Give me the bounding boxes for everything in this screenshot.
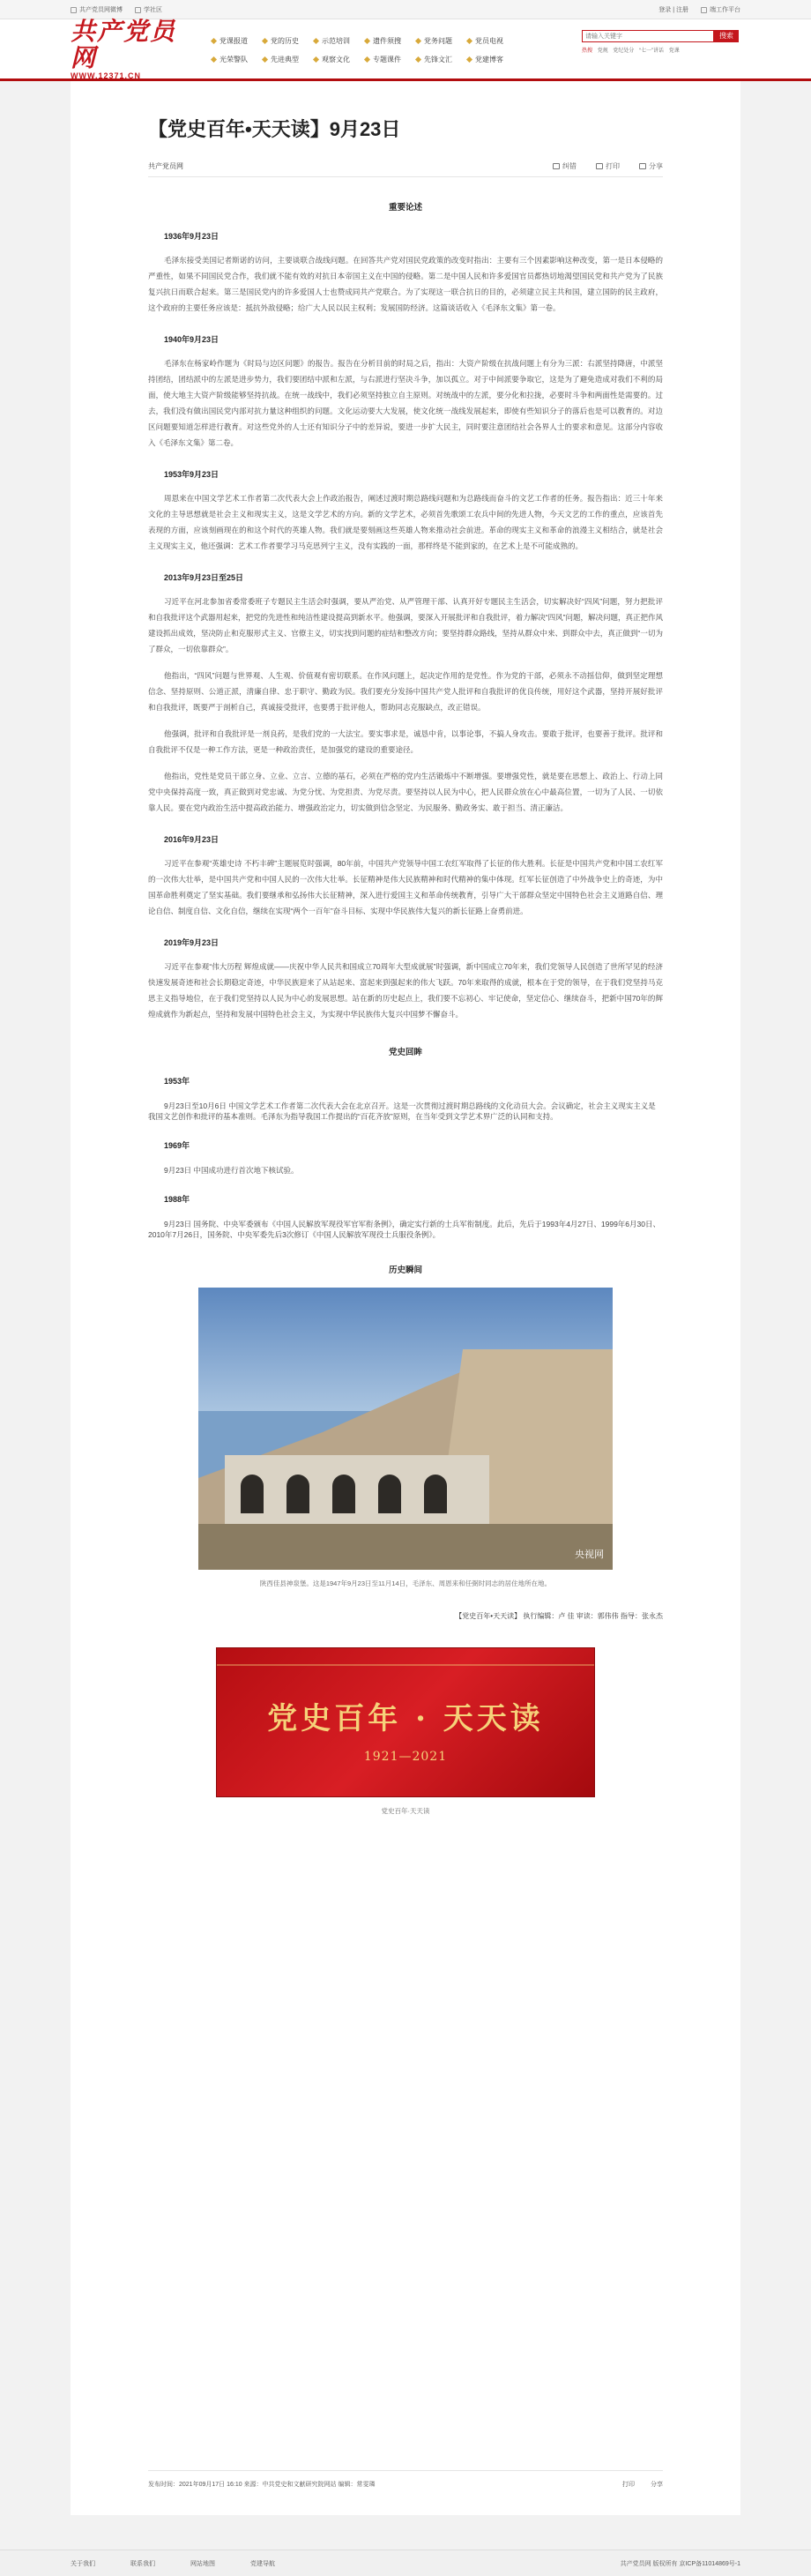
article-credits: 【党史百年•天天读】 执行编辑：卢 佳 审读：郭伟伟 指导：张永杰 (455, 1612, 663, 1620)
site-header (0, 16, 811, 81)
login-link[interactable]: 登录 | 注册 (658, 7, 688, 13)
search-area (582, 30, 740, 54)
photo-arch (378, 1475, 401, 1513)
entry-paragraph: 9月23日 中国成功进行首次地下核试验。 (164, 1166, 299, 1175)
article-meta (148, 161, 663, 177)
nav-item[interactable]: 党务问题 (416, 36, 467, 46)
entry-paragraph: 习近平在河北参加省委常委班子专题民主生活会时强调，要从严治党、从严管理干部、认真开好专题民主生活会，切实解决好“四风”问题，努力把批评和自我批评这个武器用起来，把党的先进性和纯洁性建设提高到新水平。他强调，要深入开展批评和自我批评，着力解决“四风”问题，解决问题，真正把作风建设抓出成效，坚决防止和克服形式主义、官僚主义，切实找到问题的症结和整改方向；要坚持群众路线，坚持从群众中来、到群众中去，真正做到“一切为了群众，一切依靠群众”。 (148, 597, 663, 653)
entry-date: 2019年9月23日 (164, 938, 219, 947)
banner-years: 1921—2021 (363, 1750, 448, 1764)
entry-date: 1940年9月23日 (164, 335, 219, 344)
mobile-link[interactable]: 端工作平台 (701, 5, 740, 14)
entry-date: 1936年9月23日 (164, 232, 219, 241)
history-photo (198, 1288, 613, 1570)
series-banner (216, 1647, 595, 1797)
entry-date: 1953年9月23日 (164, 470, 219, 479)
entry-paragraph: 习近平在参观“伟大历程 辉煌成就——庆祝中华人民共和国成立70周年大型成就展”时强调，新中国成立70年来，我们党领导人民创造了世所罕见的经济快速发展奇迹和社会长期稳定奇迹，中华民族迎来了从站起来、富起来到强起来的伟大飞跃。70年来取得的成就，根本在于党的领导，在于我们党坚持马克思主义指导地位，在于我们党坚持以人民为中心的发展思想。站在新的历史起点上，我们要不忘初心、牢记使命，坚定信心、继续奋斗，把新中国70年的辉煌成就作为新起点，坚持和发展中国特色社会主义，为实现中华民族伟大复兴中国梦不懈奋斗。 (148, 962, 663, 1019)
entry-paragraph: 9月23日 国务院、中央军委颁布《中国人民解放军现役军官军衔条例》，确定实行新的士兵军衔制度。此后，先后于1993年4月27日、1999年6月30日、2010年7月26日，国务院、中央军委先后3次修订《中国人民解放军现役士兵服役条例》。 (148, 1220, 660, 1239)
copyright: 共产党员网 版权所有 京ICP备11014869号-1 (620, 2561, 740, 2567)
community-link[interactable]: 学社区 (135, 5, 162, 14)
entry-paragraph: 他指出，党性是党员干部立身、立业、立言、立德的基石，必须在严格的党内生活锻炼中不断增强。要增强党性，就是要在思想上、政治上、行动上同党中央保持高度一致，真正做到对党忠诚、为党分忧、为党担责、为党尽责。要坚持以人民为中心，把人民群众放在心中最高位置，一切为了人民、一切依靠人民。要在党内政治生活中提高政治能力、增强政治定力，切实做到信念坚定、为民服务、勤政务实、敢于担当、清正廉洁。 (148, 772, 663, 812)
hot-item[interactable]: 党规 (597, 49, 608, 54)
photo-watermark: 央视网 (575, 1549, 604, 1560)
mobile-icon (701, 7, 707, 13)
article-footer-meta (148, 2470, 663, 2489)
hot-item[interactable]: 党课 (668, 49, 680, 54)
main-nav (212, 36, 518, 64)
photo-arch (241, 1475, 264, 1513)
nav-item[interactable]: 专题课件 (365, 55, 416, 64)
entry-paragraph: 他指出，“四风”问题与世界观、人生观、价值观有密切联系。在作风问题上，起决定作用的是党性。作为党的干部，必须永不动摇信仰，做到坚定理想信念、坚持原则、公道正派，清廉自律、忠于职守、勤政为民。我们要充分发扬中国共产党人批评和自我批评的优良传统，用好这个武器，坚持开展好批评和自我批评，既要严于剖析自己，真诚接受批评，也要勇于批评他人，帮助同志克服缺点，改正错误。 (148, 671, 663, 712)
footer-link-nav[interactable]: 党建导航 (250, 2561, 275, 2567)
entry-date: 1969年 (164, 1141, 190, 1150)
weibo-link[interactable]: 共产党员网微博 (71, 5, 123, 14)
hot-item[interactable]: 党纪处分 (613, 49, 635, 54)
hot-label: 热搜 (582, 49, 593, 54)
share-icon (639, 163, 646, 169)
banner-ornament (217, 1664, 594, 1666)
photo-arch (332, 1475, 355, 1513)
search-input[interactable] (582, 30, 714, 42)
correct-button[interactable]: 纠错 (553, 161, 577, 171)
nav-item[interactable]: 光荣警队 (212, 55, 263, 64)
entry-paragraph: 9月23日至10月6日 中国文学艺术工作者第二次代表大会在北京召开。这是一次贯彻过渡时期总路线的文化动员大会。会议确定，社会主义现实主义是我国文艺创作和批评的基本准则。毛泽东为指导我国工作提出的“百花齐放”原则，在当年受到文学艺术界广泛的认同和支持。 (148, 1101, 656, 1121)
entry-date: 1988年 (164, 1195, 190, 1204)
nav-item[interactable]: 遗件须搜 (365, 36, 416, 46)
footer-link-contact[interactable]: 联系我们 (130, 2561, 155, 2567)
article-container (71, 81, 740, 2515)
photo-arch (286, 1475, 309, 1513)
site-logo[interactable] (71, 16, 194, 80)
site-footer (0, 2550, 811, 2576)
footer-share-button[interactable]: 分享 (651, 2482, 663, 2488)
section-heading: 重要论述 (388, 203, 422, 213)
publish-info: 发布时间：2021年09月17日 16:10 来源：中共党史和文献研究院网站 编辑：常雯璘 (148, 2482, 376, 2488)
nav-item[interactable]: 党员电视 (467, 36, 518, 46)
article-body (148, 200, 663, 1240)
nav-item[interactable]: 先进典型 (263, 55, 314, 64)
share-button[interactable]: 分享 (639, 161, 663, 171)
nav-item[interactable]: 示范培训 (314, 36, 365, 46)
nav-item[interactable]: 先锋文汇 (416, 55, 467, 64)
entry-paragraph: 他强调，批评和自我批评是一剂良药，是我们党的一大法宝。要实事求是，诚恳中肯，以事论事，不搞人身攻击。要敢于批评，也要善于批评。批评和自我批评不仅是一种工作方法，更是一种政治责任，是加强党的建设的重要途径。 (148, 729, 663, 754)
entry-date: 2016年9月23日 (164, 835, 219, 844)
entry-paragraph: 毛泽东接受美国记者斯诺的访问，主要谈联合战线问题。在回答共产党对国民党政策的改变时指出：主要有三个因素影响这种改变，第一是日本侵略的严重性，如果不同国民党合作，我们就不能有效的对抗日本帝国主义在中国的侵略。第二是中国人民和许多爱国官员都热切地渴望国民党和共产党为了民族复兴抗日而联合起来。第三是国民党内的许多爱国人士也赞成同共产党联合。为了实现这一联合抗日的目的，必须建立民主共和国，建立国防的民主政府，这个政府的主要任务应该是：抵抗外敌侵略；给广大人民以民主权利；发展国防经济。这篇谈话收入《毛泽东文集》第一卷。 (148, 256, 663, 312)
nav-item[interactable]: 党课报道 (212, 36, 263, 46)
history-heading: 历史瞬间 (388, 1266, 422, 1275)
hot-item[interactable]: “七一”讲话 (639, 49, 665, 54)
nav-item[interactable]: 观察文化 (314, 55, 365, 64)
footer-print-button[interactable]: 打印 (622, 2482, 635, 2488)
nav-item[interactable]: 党的历史 (263, 36, 314, 46)
photo-building (225, 1455, 489, 1526)
community-icon (135, 7, 141, 13)
banner-caption: 党史百年·天天读 (381, 1807, 430, 1815)
footer-link-about[interactable]: 关于我们 (71, 2561, 95, 2567)
section-heading: 党史回眸 (388, 1048, 422, 1057)
entry-paragraph: 习近平在参观“英雄史诗 不朽丰碑”主题展览时强调，80年前，中国共产党领导中国工农红军取得了长征的伟大胜利。长征是中国共产党和中国工农红军的一次伟大壮举，是中国共产党和中国人民的一次伟大壮举。长征精神是伟大民族精神和时代精神的集中体现。红军长征创造了中外战争史上的奇迹，为中国革命胜利奠定了坚实基础。我们要继承和弘扬伟大长征精神，深入进行爱国主义和革命传统教育，引导广大干部群众坚定中国特色社会主义道路自信、理论自信、制度自信、文化自信，继续在实现“两个一百年”奋斗目标、实现中华民族伟大复兴的新长征路上奋勇前进。 (148, 859, 663, 915)
article-source: 共产党员网 (148, 162, 183, 170)
print-icon (596, 163, 603, 169)
banner-title: 党史百年 · 天天读 (267, 1701, 544, 1736)
search-button[interactable]: 搜索 (714, 30, 739, 42)
edit-icon (553, 163, 560, 169)
photo-ground (198, 1524, 613, 1570)
entry-paragraph: 毛泽东在杨家岭作题为《时局与边区问题》的报告。报告在分析目前的时局之后，指出：大资产阶级在抗战问题上有分为三派：右派坚持降唐，中派坚持团结，团结派中的左派是进步势力，我们要团结中派和左派，与右派进行坚决斗争，加以孤立。对于中间派要争取它，这是为了避免造成对我们不利的局面，使大地主大资产阶级能够坚持抗战。在统一战线中，我们必须坚持独立自主原则。对统战中的左派，要分化和拉拢，必要时斗争和两面性是需要的。过去，我们没有做出国民党内部对抗力量这种组织的问题。文化运动要大大发展，使文化统一战线发展起来，即使有些知识分子的落后也是可以教育的。对边区问题要知道怎样进行教育。对这些党外的人士还有知识分子中的差异说，要进一步扩大民主，同时要注意团结社会各界人士的要求和意见。这部分内容收入《毛泽东文集》第二卷。 (148, 359, 663, 447)
photo-caption: 陕西佳县神泉堡。这是1947年9月23日至11月14日，毛泽东、周恩来和任弼时同志的居住地所在地。 (259, 1579, 552, 1587)
entry-date: 2013年9月23日至25日 (164, 573, 244, 582)
logo-url: WWW.12371.CN (71, 71, 142, 80)
hot-searches (582, 46, 740, 54)
entry-paragraph: 周恩来在中国文学艺术工作者第二次代表大会上作政治报告，阐述过渡时期总路线问题和为总路线而奋斗的文艺工作者的任务。报告指出：近三十年来文化的主导思想就是社会主义和现实主义，这是文学艺术的方向。新的文学艺术，必须首先歌颂工农兵中间的先进人物，今天文艺的工作的重点，应该首先表现的方面，应该刻画现在的和这个时代的英雄人物。我们就是要刻画这些英雄人物来推动社会前进。革命的现实主义和革命的浪漫主义相结合，就是社会主义现实主义，他还强调：艺术工作者要学习马克思列宁主义，没有实践的一面，那样终是不能到家的，在艺术上是不可能成熟的。 (148, 494, 663, 550)
entry-date: 1953年 (164, 1077, 190, 1086)
nav-item[interactable]: 党建博客 (467, 55, 518, 64)
logo-text: 共产党员网 (71, 16, 177, 72)
photo-arch (424, 1475, 447, 1513)
print-button[interactable]: 打印 (596, 161, 620, 171)
article-title: 【党史百年•天天读】9月23日 (148, 118, 401, 140)
footer-link-sitemap[interactable]: 网站地图 (190, 2561, 215, 2567)
weibo-icon (71, 7, 77, 13)
